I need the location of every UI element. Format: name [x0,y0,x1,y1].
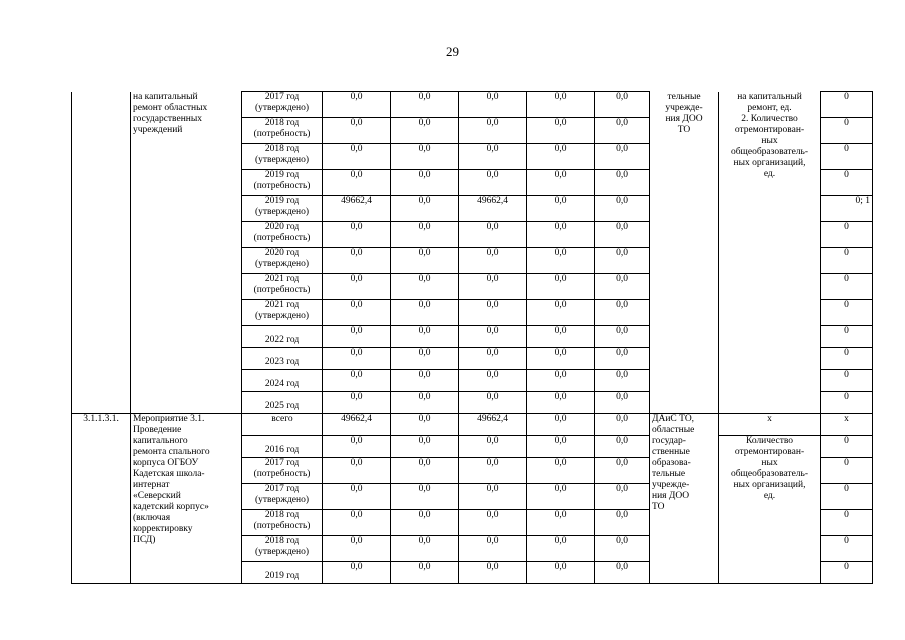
value-cell: 0,0 [391,300,459,326]
value-cell: 49662,4 [323,414,391,436]
period-cell [242,392,323,414]
period-label: 2016 год [264,445,300,455]
value-cell: 0,0 [459,222,527,248]
value-cell: 0,0 [391,510,459,536]
value-cell: 0,0 [527,326,595,348]
period-label: 2018 год (утверждено) [254,144,310,165]
value-cell: 0,0 [459,274,527,300]
period-label: 2023 год [264,357,300,367]
value-cell: 0,0 [595,562,650,584]
value-cell: 0,0 [323,536,391,562]
period-cell [242,348,323,370]
code-cell: 3.1.1.3.1. [72,414,131,584]
indicator-cell: на капитальный ремонт, ед. 2. Количество отремонтирован- ных общеобразователь- ных организаций, ед. [719,92,821,414]
period-cell [242,300,323,326]
period-cell [242,144,323,170]
value-cell: 0,0 [459,562,527,584]
value-cell: 0,0 [527,170,595,196]
period-cell [242,326,323,348]
value-cell: 0,0 [527,510,595,536]
value-cell: 0,0 [391,436,459,458]
period-label: 2020 год (потребность) [253,222,311,243]
value-cell: 0,0 [595,92,650,118]
period-label: 2019 год (потребность) [253,170,311,191]
target-cell: 0 [821,118,873,144]
table-row [72,92,873,118]
value-cell: 0,0 [323,248,391,274]
value-cell: 0,0 [459,118,527,144]
value-cell: 0,0 [595,510,650,536]
target-cell: 0 [821,392,873,414]
period-cell [242,484,323,510]
period-label: 2021 год (утверждено) [254,300,310,321]
target-cell: 0 [821,300,873,326]
value-cell: 0,0 [459,326,527,348]
target-cell: 0 [821,348,873,370]
period-label: 2024 год [264,379,300,389]
value-cell: 0,0 [595,348,650,370]
value-cell: 0,0 [391,562,459,584]
value-cell: 0,0 [323,562,391,584]
value-cell: 0,0 [391,458,459,484]
target-cell: 0 [821,536,873,562]
value-cell: 0,0 [391,118,459,144]
period-cell [242,170,323,196]
target-cell: 0 [821,326,873,348]
value-cell: 0,0 [459,458,527,484]
value-cell: 0,0 [459,436,527,458]
target-cell: 0 [821,222,873,248]
table-row [72,414,873,436]
value-cell: 0,0 [595,458,650,484]
value-cell: 0,0 [323,392,391,414]
value-cell: 0,0 [323,92,391,118]
value-cell: 0,0 [527,562,595,584]
target-cell: 0 [821,484,873,510]
target-cell: 0 [821,144,873,170]
value-cell: 0,0 [595,414,650,436]
value-cell: 0,0 [459,370,527,392]
value-cell: 0,0 [391,484,459,510]
indicator-cell: Количество отремонтирован- ных общеобразователь- ных организаций, ед. [719,436,821,584]
period-cell [242,92,323,118]
value-cell: 0,0 [527,484,595,510]
value-cell: 0,0 [391,144,459,170]
page-number: 29 [446,44,459,59]
period-label: 2018 год (утверждено) [254,536,310,557]
value-cell: 0,0 [527,458,595,484]
target-cell: 0; 1 [821,196,873,222]
target-cell: 0 [821,562,873,584]
value-cell: 0,0 [323,370,391,392]
period-label: 2017 год (утверждено) [254,484,310,505]
value-cell: 0,0 [527,274,595,300]
value-cell: 0,0 [595,436,650,458]
value-cell: 0,0 [391,348,459,370]
period-label: 2017 год (утверждено) [254,92,310,113]
value-cell: 0,0 [391,248,459,274]
period-cell [242,118,323,144]
period-cell [242,222,323,248]
executor-cell: ДАиС ТО, областные государ- ственные образова- тельные учрежде- ния ДОО ТО [650,414,719,584]
value-cell: 0,0 [595,248,650,274]
value-cell: 0,0 [323,484,391,510]
value-cell: 0,0 [527,300,595,326]
value-cell: 49662,4 [459,414,527,436]
value-cell: 0,0 [595,536,650,562]
period-cell [242,414,323,436]
value-cell: 0,0 [595,222,650,248]
value-cell: 0,0 [391,536,459,562]
period-cell [242,370,323,392]
period-label: 2018 год (потребность) [253,510,311,531]
value-cell: 0,0 [323,300,391,326]
period-cell [242,562,323,584]
value-cell: 0,0 [459,300,527,326]
value-cell: 0,0 [595,170,650,196]
target-cell: 0 [821,248,873,274]
value-cell: 0,0 [391,92,459,118]
value-cell: 0,0 [391,222,459,248]
period-label: 2021 год (потребность) [253,274,311,295]
value-cell: 0,0 [595,370,650,392]
value-cell: 0,0 [527,414,595,436]
value-cell: 0,0 [323,436,391,458]
value-cell: 49662,4 [323,196,391,222]
target-cell: 0 [821,510,873,536]
value-cell: 0,0 [323,510,391,536]
value-cell: 0,0 [595,118,650,144]
target-cell: х [821,414,873,436]
indicator-top-cell: х [719,414,821,436]
budget-table [71,91,873,584]
measure-name: на капитальный ремонт областных государственных учреждений [131,92,242,414]
period-label: 2019 год [264,571,300,581]
value-cell: 0,0 [391,196,459,222]
period-label: 2018 год (потребность) [253,118,311,139]
value-cell: 0,0 [527,196,595,222]
value-cell: 0,0 [527,144,595,170]
executor-cell: тельные учрежде- ния ДОО ТО [650,92,719,414]
period-label: 2020 год (утверждено) [254,248,310,269]
target-cell: 0 [821,458,873,484]
value-cell: 0,0 [527,248,595,274]
measure-name: Мероприятие 3.1. Проведение капитального ремонта спального корпуса ОГБОУ Кадетская школа- интернат «Северский кадетский корпус» (включая корректировку ПСД) [131,414,242,584]
value-cell: 0,0 [595,326,650,348]
value-cell: 0,0 [527,392,595,414]
value-cell: 0,0 [527,436,595,458]
period-cell [242,274,323,300]
value-cell: 0,0 [459,144,527,170]
period-label: 2017 год (потребность) [253,458,311,479]
value-cell: 0,0 [459,170,527,196]
value-cell: 0,0 [391,170,459,196]
value-cell: 0,0 [391,370,459,392]
value-cell: 0,0 [323,118,391,144]
value-cell: 0,0 [391,274,459,300]
value-cell: 0,0 [459,92,527,118]
value-cell: 0,0 [323,144,391,170]
value-cell: 0,0 [323,170,391,196]
value-cell: 0,0 [527,348,595,370]
value-cell: 0,0 [527,118,595,144]
value-cell: 0,0 [527,370,595,392]
value-cell: 0,0 [595,274,650,300]
value-cell: 0,0 [459,392,527,414]
target-cell: 0 [821,436,873,458]
period-cell [242,536,323,562]
value-cell: 0,0 [459,484,527,510]
value-cell: 0,0 [323,326,391,348]
code-cell [72,92,131,414]
target-cell: 0 [821,92,873,118]
value-cell: 0,0 [323,458,391,484]
value-cell: 0,0 [391,326,459,348]
value-cell: 0,0 [527,536,595,562]
value-cell: 0,0 [323,222,391,248]
value-cell: 0,0 [391,392,459,414]
period-label: всего [271,414,293,424]
target-cell: 0 [821,370,873,392]
target-cell: 0 [821,170,873,196]
value-cell: 0,0 [527,222,595,248]
value-cell: 0,0 [595,484,650,510]
period-label: 2022 год [264,335,300,345]
value-cell: 0,0 [391,414,459,436]
period-cell [242,248,323,274]
period-label: 2019 год (утверждено) [254,196,310,217]
value-cell: 0,0 [527,92,595,118]
target-cell: 0 [821,274,873,300]
value-cell: 0,0 [595,392,650,414]
value-cell: 0,0 [459,348,527,370]
period-cell [242,436,323,458]
value-cell: 49662,4 [459,196,527,222]
period-label: 2025 год [264,401,300,411]
period-cell [242,458,323,484]
period-cell [242,196,323,222]
value-cell: 0,0 [595,196,650,222]
value-cell: 0,0 [323,274,391,300]
value-cell: 0,0 [595,144,650,170]
value-cell: 0,0 [323,348,391,370]
value-cell: 0,0 [459,536,527,562]
period-cell [242,510,323,536]
value-cell: 0,0 [595,300,650,326]
value-cell: 0,0 [459,510,527,536]
value-cell: 0,0 [459,248,527,274]
